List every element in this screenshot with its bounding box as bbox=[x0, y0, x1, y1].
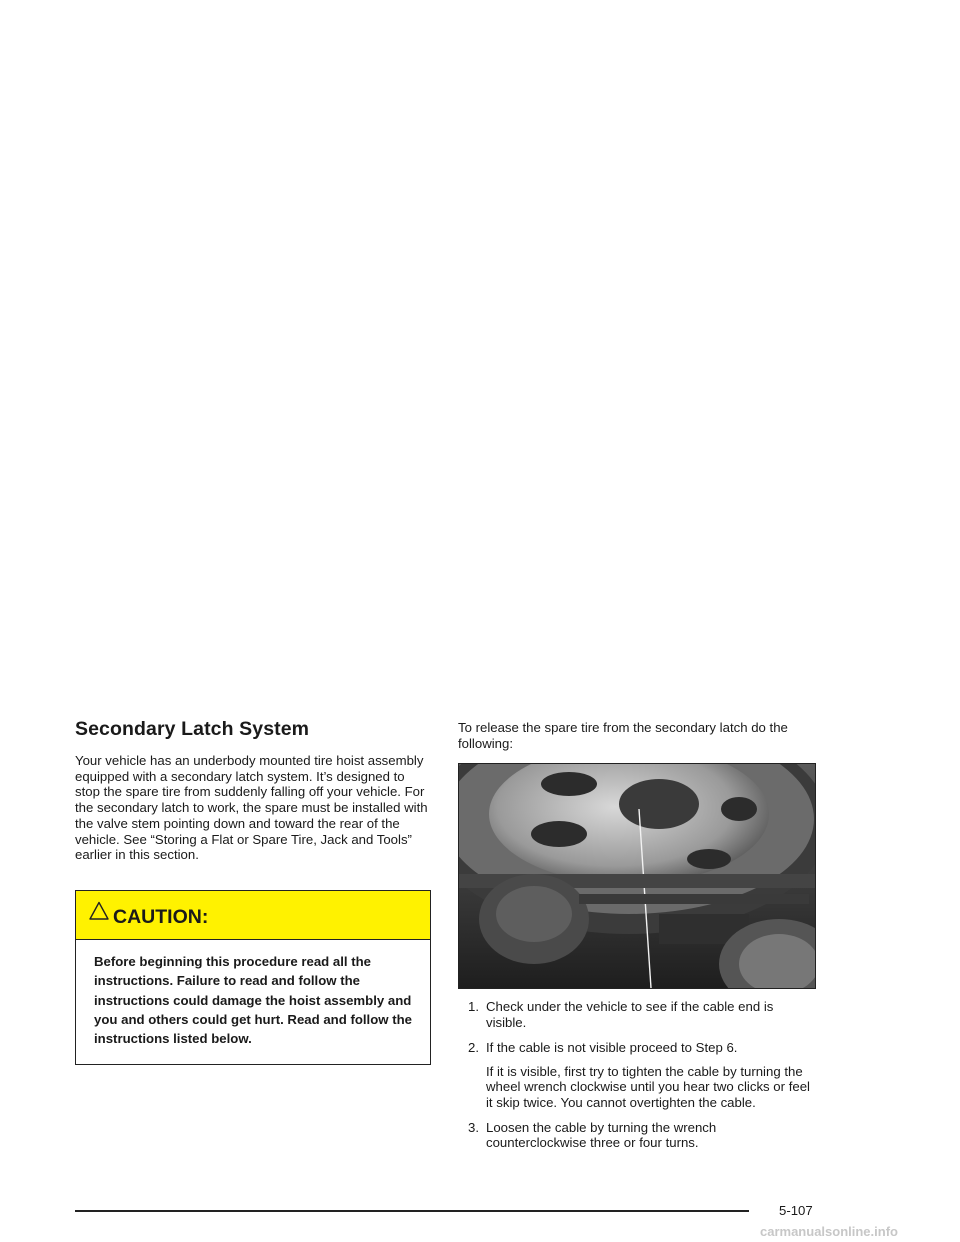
step-extra-text: If it is visible, first try to tighten the cable by turning the wheel wrench clockwise until you hear two clicks or feel it skip twice. You cannot overtighten the cable. bbox=[486, 1063, 810, 1110]
step-2 bbox=[458, 1040, 816, 1111]
caution-header bbox=[76, 891, 430, 940]
section-paragraph: Your vehicle has an underbody mounted tire hoist assembly equipped with a secondary latch system. It’s designed to stop the spare tire from suddenly falling off your vehicle. For the secondary latch to work, the spare must be installed with the valve stem pointing down and toward the rear of the vehicle. See “Storing a Flat or Spare Tire, Jack and Tools” earlier in this section. bbox=[75, 753, 428, 863]
step-number: 1. bbox=[468, 999, 479, 1015]
step-number: 2. bbox=[468, 1039, 479, 1055]
procedure-intro: To release the spare tire from the secondary latch do the following: bbox=[458, 720, 788, 751]
step-text: Check under the vehicle to see if the cable end is visible. bbox=[486, 999, 774, 1031]
step-3 bbox=[458, 1120, 816, 1151]
footer-rule bbox=[75, 1210, 749, 1212]
step-1 bbox=[458, 999, 816, 1030]
watermark: carmanualsonline.info bbox=[760, 1224, 898, 1239]
warning-triangle-icon bbox=[89, 901, 109, 921]
caution-title: CAUTION: bbox=[113, 906, 209, 929]
step-text: If the cable is not visible proceed to Step 6. bbox=[486, 1039, 738, 1055]
step-text: Loosen the cable by turning the wrench counterclockwise three or four turns. bbox=[486, 1119, 717, 1151]
caution-body: Before beginning this procedure read all the instructions. Failure to read and follow the instructions could damage the hoist assembly and you and others could get hurt. Read and follow the instructions listed below. bbox=[94, 953, 412, 1047]
left-column bbox=[75, 716, 431, 1065]
step-number: 3. bbox=[468, 1119, 479, 1135]
right-column bbox=[458, 720, 816, 1160]
caution-box bbox=[75, 890, 431, 1065]
procedure-steps bbox=[458, 999, 816, 1151]
section-title: Secondary Latch System bbox=[75, 718, 310, 740]
page-number: 5-107 bbox=[779, 1203, 813, 1218]
spare-tire-photo bbox=[458, 763, 816, 989]
